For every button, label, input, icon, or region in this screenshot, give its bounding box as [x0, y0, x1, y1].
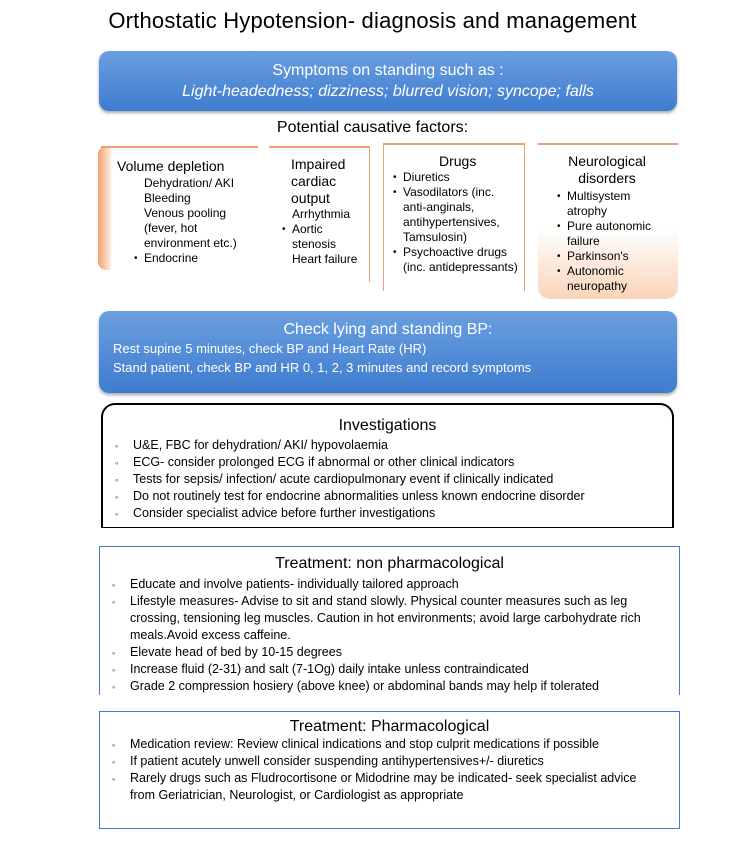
- investigations-list: [103, 437, 672, 522]
- list-item: Heart failure: [292, 252, 358, 266]
- cause-bullet-list: [391, 170, 519, 275]
- investigations-box: [101, 403, 674, 528]
- list-item: ◦ Medication review: Review clinical indications and stop culprit medications if possible: [100, 736, 679, 753]
- cause-heading: [561, 153, 653, 187]
- heading-line: cardiac: [291, 173, 337, 189]
- list-item: Dehydration/ AKI: [144, 176, 235, 190]
- list-item: • Autonomic neuropathy: [555, 264, 665, 294]
- pharm-list: [100, 736, 679, 804]
- check-heading: Check lying and standing BP:: [283, 321, 493, 338]
- list-item: ◦ Educate and involve patients- individually tailored approach: [100, 576, 679, 593]
- list-item: • Endocrine: [132, 251, 258, 266]
- page-title: Orthostatic Hypotension- diagnosis and management: [108, 8, 637, 33]
- list-item: ◦ Increase fluid (2-31) and salt (7-1Og) daily intake unless contraindicated: [100, 661, 679, 678]
- check-step-standing: Stand patient, check BP and HR 0, 1, 2, 3 minutes and record symptoms: [113, 360, 532, 375]
- list-item: • Multisystem atrophy: [555, 189, 665, 219]
- cause-heading: [291, 156, 369, 207]
- list-item: Venous pooling (fever, hot environment etc.): [144, 206, 237, 250]
- list-item: ◦ Rarely drugs such as Fludrocortisone or Midodrine may be indicated- seek specialist advice from Geriatrician, Neurologist, or Cardiologist as appropriate: [100, 770, 679, 804]
- symptoms-list: Light-headedness; dizziness; blurred vision; syncope; falls: [182, 83, 594, 100]
- list-item: ◦ Grade 2 compression hosiery (above knee) or abdominal bands may help if tolerated: [100, 678, 679, 695]
- pharm-box: [99, 711, 680, 829]
- pharm-heading: Treatment: Pharmacological: [289, 718, 490, 735]
- cause-bullet-list: [280, 222, 352, 252]
- list-item: ◦ Tests for sepsis/ infection/ acute cardiopulmonary event if clinically indicated: [103, 471, 672, 488]
- list-item: ◦ Consider specialist advice before further investigations: [103, 505, 672, 522]
- cause-drugs: [383, 143, 525, 291]
- causative-heading: Potential causative factors:: [276, 119, 469, 136]
- heading-line: Neurological: [568, 153, 646, 169]
- cause-heading: Drugs: [439, 153, 477, 169]
- investigations-heading: Investigations: [338, 417, 437, 434]
- cause-heading: Volume depletion: [117, 158, 225, 174]
- list-item: Arrhythmia: [292, 207, 351, 221]
- list-item: ◦ U&E, FBC for dehydration/ AKI/ hypovolaemia: [103, 437, 672, 454]
- list-item: • Aortic stenosis: [280, 222, 352, 252]
- symptoms-box: [99, 51, 677, 111]
- non-pharm-box: [99, 546, 680, 695]
- heading-line: disorders: [578, 170, 636, 186]
- list-item: Bleeding: [144, 191, 191, 205]
- check-bp-box: [99, 311, 677, 393]
- cause-bullet-list: [132, 251, 258, 266]
- list-item: • Psychoactive drugs (inc. antidepressants): [391, 245, 519, 275]
- list-item: ◦ ECG- consider prolonged ECG if abnormal or other clinical indicators: [103, 454, 672, 471]
- cause-list: [144, 176, 258, 251]
- list-item: • Parkinson's: [555, 249, 665, 264]
- list-item: • Diuretics: [391, 170, 519, 185]
- non-pharm-heading: Treatment: non pharmacological: [275, 555, 504, 572]
- non-pharm-list: [100, 576, 679, 695]
- list-item: • Vasodilators (inc. anti-anginals, antihypertensives, Tamsulosin): [391, 185, 519, 245]
- cause-cardiac-output: [269, 146, 370, 282]
- list-item: ◦ Elevate head of bed by 10-15 degrees: [100, 644, 679, 661]
- symptoms-intro: Symptoms on standing such as :: [272, 62, 504, 79]
- list-item: ◦ If patient acutely unwell consider suspending antihypertensives+/- diuretics: [100, 753, 679, 770]
- heading-line: output: [291, 190, 330, 206]
- list-item: ◦ Lifestyle measures- Advise to sit and stand slowly. Physical counter measures such as leg crossing, tensioning leg muscles. Caution in hot environments; avoid large carbohydrate rich meals.Avoid excess caffeine.: [100, 593, 679, 644]
- cause-neurological: [538, 143, 678, 301]
- cause-volume-depletion: [101, 146, 258, 272]
- list-item: ◦ Do not routinely test for endocrine abnormalities unless known endocrine disorder: [103, 488, 672, 505]
- cause-bullet-list: [555, 189, 665, 294]
- heading-line: Impaired: [291, 156, 346, 172]
- check-step-supine: Rest supine 5 minutes, check BP and Heart Rate (HR): [113, 341, 427, 356]
- list-item: • Pure autonomic failure: [555, 219, 665, 249]
